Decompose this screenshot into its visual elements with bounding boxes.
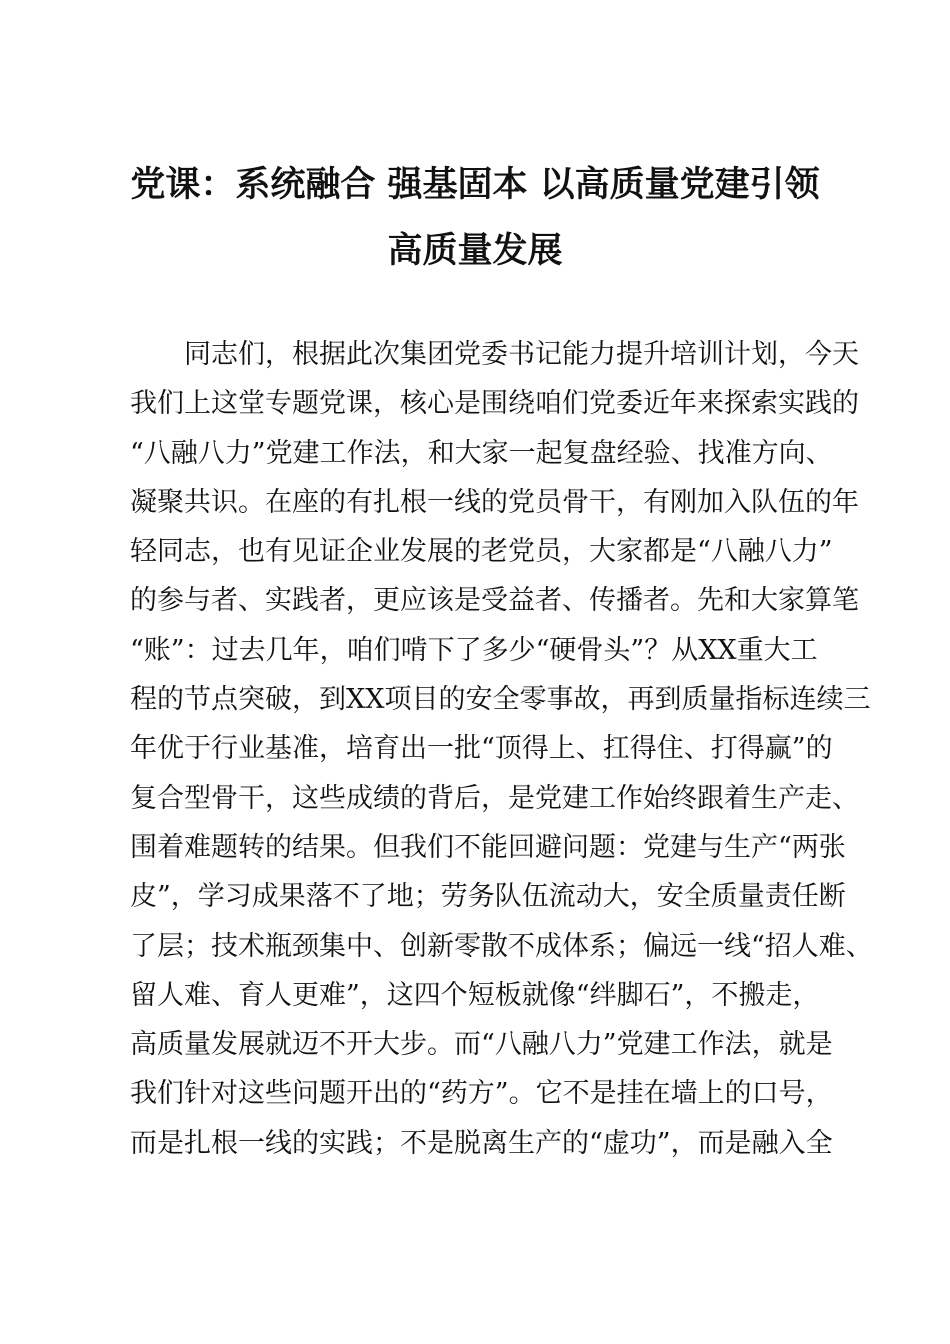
body-text-line: “八融八力”党建工作法，和大家一起复盘经验、找准方向、 (130, 437, 833, 469)
document-body (130, 330, 873, 1168)
body-text-line: 凝聚共识。在座的有扎根一线的党员骨干，有刚加入队伍的年 (130, 486, 859, 518)
body-text-line: 围着难题转的结果。但我们不能回避问题：党建与生产“两张 (130, 831, 846, 863)
document-title-line-1: 党课：系统融合 强基固本 以高质量党建引领 (130, 164, 820, 205)
document-title-line-2: 高质量发展 (387, 230, 563, 271)
body-text-line: “账”：过去几年，咱们啃下了多少“硬骨头”？从XX重大工 (130, 634, 818, 666)
body-text-line: 同志们，根据此次集团党委书记能力提升培训计划，今天 (130, 339, 859, 370)
body-text-line: 皮”，学习成果落不了地；劳务队伍流动大，安全质量责任断 (130, 881, 846, 913)
body-text-line: 年优于行业基准，培育出一批“顶得上、扛得住、打得赢”的 (130, 733, 833, 765)
body-text-line: 我们上这堂专题党课，核心是围绕咱们党委近年来探索实践的 (130, 388, 859, 420)
body-text-line: 了层；技术瓶颈集中、创新零散不成体系；偏远一线“招人难、 (130, 930, 873, 962)
body-text-line: 高质量发展就迈不开大步。而“八融八力”党建工作法，就是 (130, 1029, 833, 1061)
body-text-line: 我们针对这些问题开出的“药方”。它不是挂在墙上的口号， (130, 1078, 833, 1110)
body-text-line: 程的节点突破，到XX项目的安全零事故，再到质量指标连续三 (130, 684, 871, 716)
body-text-line: 复合型骨干，这些成绩的背后，是党建工作始终跟着生产走、 (130, 782, 859, 814)
body-text-line: 的参与者、实践者，更应该是受益者、传播者。先和大家算笔 (130, 585, 859, 617)
body-text-line: 轻同志，也有见证企业发展的老党员，大家都是“八融八力” (130, 536, 833, 568)
body-text-line: 留人难、育人更难”，这四个短板就像“绊脚石”，不搬走， (130, 979, 820, 1011)
body-text-line: 而是扎根一线的实践；不是脱离生产的“虚功”，而是融入全 (130, 1127, 833, 1159)
